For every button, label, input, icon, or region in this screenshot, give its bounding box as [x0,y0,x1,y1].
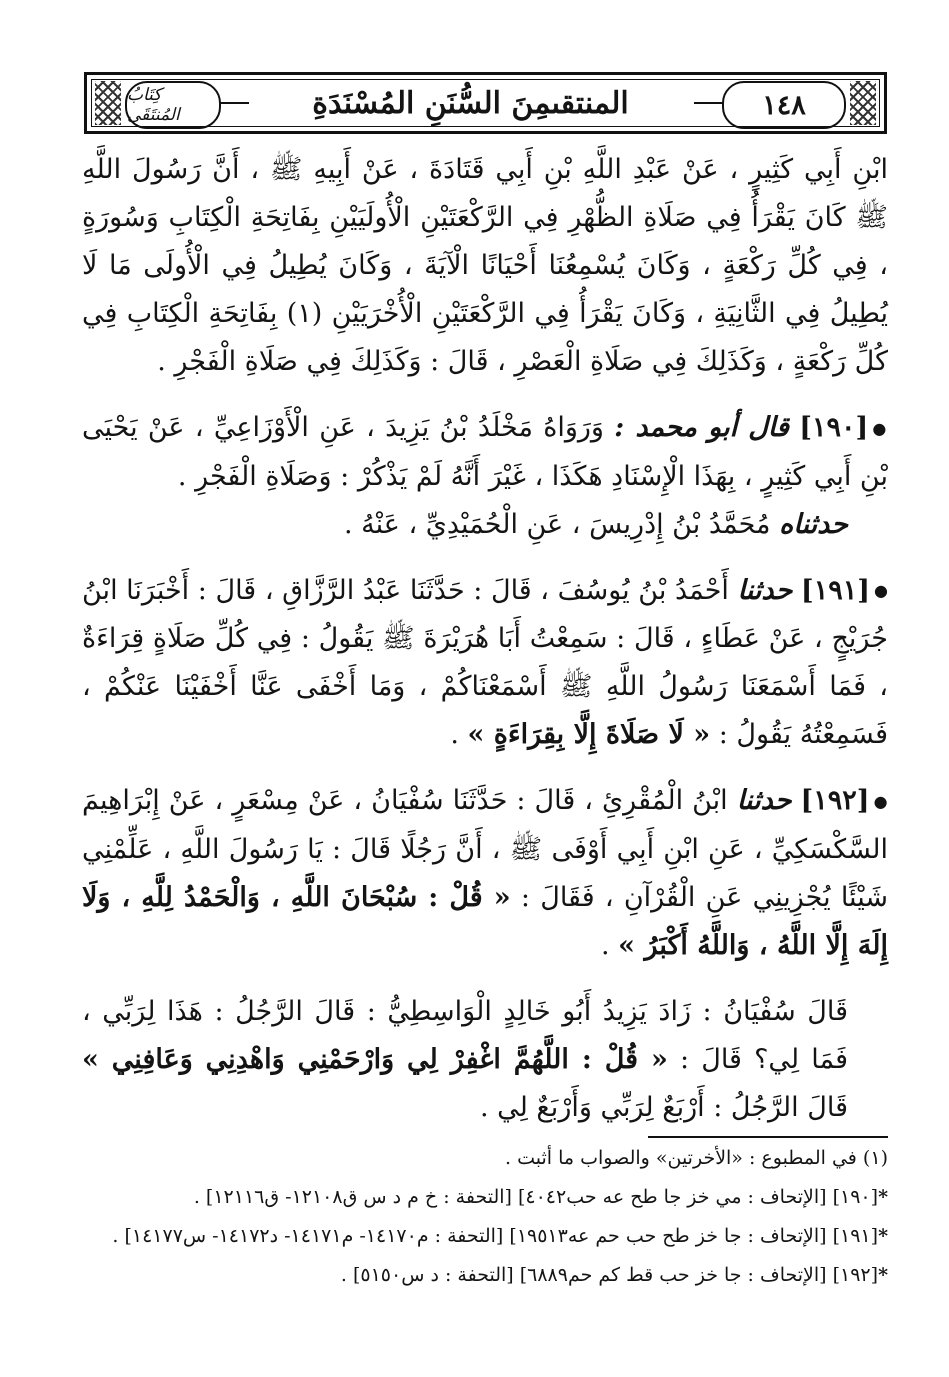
entry-number: [١٩١] [800,574,870,606]
main-text [82,146,888,1132]
entry-tail: . [601,929,619,961]
sub-lead: حدثناه [779,508,848,540]
entry-lead: حدثنا [737,574,793,606]
bullet-icon: ● [872,418,888,438]
running-header [84,72,887,134]
bullet-icon: ● [873,791,888,811]
hadith-quote: « لَا صَلَاةَ إِلَّا بِقِرَاءَةٍ » [467,719,711,750]
hadith-quote: « قُلْ : سُبْحَانَ اللَّهِ ، وَالْحَمْدُ لِلَّهِ ، وَلَا إِلَهَ إِلَّا اللَّهُ ، وَاللَّهُ أَكْبَرُ » [82,881,888,961]
entry-lead: قال أبو محمد : [614,412,789,443]
entry-190-subchain [82,501,888,549]
bullet-icon: ● [873,581,888,600]
entry-190 [82,404,888,501]
asterisk-icon: * [878,1264,888,1286]
entry-text: ابْنُ الْمُقْرِئِ ، قَالَ : حَدَّثَنَا سُفْيَانُ ، عَنْ مِسْعَرٍ ، عَنْ إِبْرَاهِيمَ السَّكْسَكِيِّ ، عَنِ ابْنِ أَبِي أَوْفَى ﷺ ، أَنَّ رَجُلًا قَالَ : يَا رَسُولَ اللَّهِ ، عَلِّمْنِي شَيْئًا يُجْزِينِي عَنِ الْقُرْآنِ ، فَقَالَ : [82,785,888,913]
footnotes [82,1140,888,1296]
footnote-192 [82,1257,888,1294]
footnote-text: [١٩٠] [الإتحاف : مي خز جا طح عه حب٤٠٤٢] [التحفة : خ م د س ق١٢١٠٨- ق١٢١١٦] . [193,1186,879,1208]
book-title: المنتقىمِنَ السُّنَنِ المُسْنَدَةِ [312,85,629,121]
follow-tail: قَالَ الرَّجُلُ : أَرْبَعٌ لِرَبِّي وَأَرْبَعٌ لِي . [479,1091,848,1123]
footnote-1: (١) في المطبوع : «الأخرتين» والصواب ما أثبت . [505,1147,888,1169]
entry-text: وَرَوَاهُ مَخْلَدُ بْنُ يَزِيدَ ، عَنِ الْأَوْزَاعِيِّ ، عَنْ يَحْيَى بْنِ أَبِي كَثِيرٍ ، بِهَذَا الْإِسْنَادِ هَكَذَا ، غَيْرَ أَنَّهُ لَمْ يَذْكُرْ : وَصَلَاةِ الْفَجْرِ . [82,412,888,492]
footnote-text: [١٩٢] [الإتحاف : جا خز حب قط كم حم٦٨٨٩] [التحفة : د س٥١٥٠] . [340,1264,879,1286]
ornament-left [95,81,121,125]
footnote-191 [82,1218,888,1255]
entry-191 [82,567,888,760]
asterisk-icon: * [878,1186,888,1208]
entry-192-addition [82,988,888,1132]
book-logo: كِتَابُ المُنتَقَى [125,81,221,129]
ornament-right [850,81,876,125]
footnote-divider [648,1136,888,1138]
continued-paragraph: ابْنِ أَبِي كَثِيرٍ ، عَنْ عَبْدِ اللَّهِ بْنِ أَبِي قَتَادَةَ ، عَنْ أَبِيهِ ﷺ ، أَنَّ رَسُولَ اللَّهِ ﷺ كَانَ يَقْرَأُ فِي صَلَاةِ الظُّهْرِ فِي الرَّكْعَتَيْنِ الْأُولَيَيْنِ بِفَاتِحَةِ الْكِتَابِ وَسُورَةٍ ، فِي كُلِّ رَكْعَةٍ ، وَكَانَ يُسْمِعُنَا أَحْيَانًا الْآيَةَ ، وَكَانَ يُطِيلُ فِي الْأُولَى مَا لَا يُطِيلُ فِي الثَّانِيَةِ ، وَكَانَ يَقْرَأُ فِي الرَّكْعَتَيْنِ الْأُخْرَيَيْنِ (١) بِفَاتِحَةِ الْكِتَابِ فِي كُلِّ رَكْعَةٍ ، وَكَذَلِكَ فِي صَلَاةِ الْعَصْرِ ، قَالَ : وَكَذَلِكَ فِي صَلَاةِ الْفَجْرِ . [82,154,888,377]
hadith-quote: « قُلْ : اللَّهُمَّ اغْفِرْ لِي وَارْحَمْنِي وَاهْدِنِي وَعَافِنِي » [82,1043,668,1075]
footnote-190 [82,1179,888,1216]
entry-number: [١٩٠] [799,412,869,443]
entry-text: أَحْمَدُ بْنُ يُوسُفَ ، قَالَ : حَدَّثَنَا عَبْدُ الرَّزَّاقِ ، قَالَ : أَخْبَرَنَا ابْنُ جُرَيْجٍ ، عَنْ عَطَاءٍ ، قَالَ : سَمِعْتُ أَبَا هُرَيْرَةَ ﷺ يَقُولُ : فِي كُلِّ صَلَاةٍ قِرَاءَةٌ ، فَمَا أَسْمَعَنَا رَسُولُ اللَّهِ ﷺ أَسْمَعْنَاكُمْ ، وَمَا أَخْفَى عَنَّا أَخْفَيْنَا عَنْكُمْ ، فَسَمِعْتُهُ يَقُولُ : [82,574,888,750]
entry-number: [١٩٢] [800,785,870,816]
entry-tail: . [450,719,468,750]
footnote-text: [١٩١] [الإتحاف : جا خز طح حب حم عه١٩٥١٣] [التحفة : م١٤١٧٠- م١٤١٧١- د١٤١٧٢- س١٤١٧٧] . [112,1225,879,1247]
entry-lead: حدثنا [736,785,792,816]
entry-192 [82,777,888,970]
asterisk-icon: * [878,1225,888,1247]
follow-text: قَالَ سُفْيَانُ : زَادَ يَزِيدُ أَبُو خَالِدٍ الْوَاسِطِيُّ : قَالَ الرَّجُلُ : هَذَا لِرَبِّي ، فَمَا لِي؟ قَالَ : [82,995,848,1075]
page-number: ١٤٨ [722,81,846,129]
sub-text: مُحَمَّدُ بْنُ إِدْرِيسَ ، عَنِ الْحُمَيْدِيِّ ، عَنْهُ . [343,508,771,540]
